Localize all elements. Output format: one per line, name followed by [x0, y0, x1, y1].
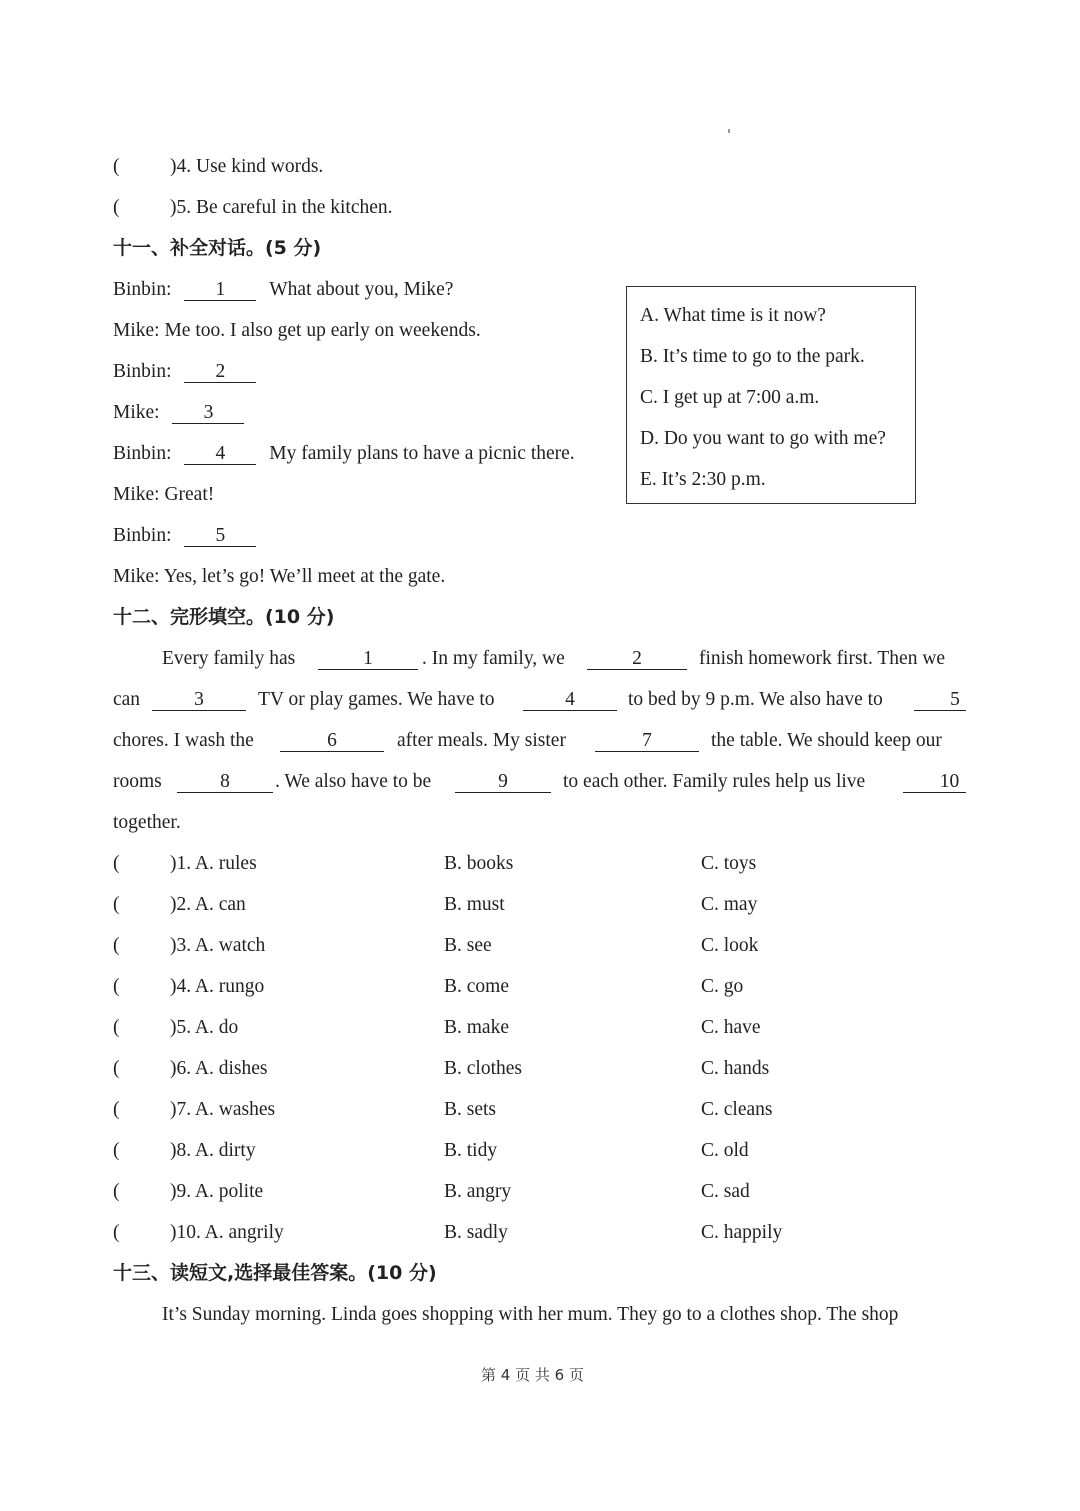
option-a: A. What time is it now? [640, 305, 826, 326]
question-row [113, 157, 120, 177]
passage-text: rooms [113, 771, 162, 792]
option-c: C. happily [701, 1222, 783, 1243]
answer-paren[interactable]: ( [113, 1181, 120, 1202]
dialogue-line-6: Mike: Great! [113, 484, 215, 505]
option-c: C. have [701, 1017, 761, 1038]
answer-paren[interactable]: ( [113, 1017, 120, 1038]
cloze-blank-7[interactable]: 7 [595, 731, 699, 752]
option-e: E. It’s 2:30 p.m. [640, 469, 766, 490]
option-c: C. may [701, 894, 758, 915]
dialogue-line-4: Mike: 3 [113, 403, 244, 424]
option-b: B. see [444, 935, 492, 956]
answer-paren[interactable]: ( [113, 976, 120, 997]
answer-paren[interactable]: ( [113, 1099, 120, 1120]
passage-text: after meals. My sister [397, 730, 566, 751]
option-c: C. old [701, 1140, 749, 1161]
passage-text: can [113, 689, 141, 710]
option-c: C. hands [701, 1058, 770, 1079]
option-c: C. look [701, 935, 759, 956]
blank-5[interactable]: 5 [184, 526, 256, 547]
option-a: )2. A. can [170, 894, 246, 915]
option-b: B. sadly [444, 1222, 508, 1243]
cloze-blank-8[interactable]: 8 [177, 772, 273, 793]
passage-text: the table. We should keep our [711, 730, 942, 751]
scan-speck [728, 129, 730, 133]
question-row [113, 198, 120, 218]
option-c: C. toys [701, 853, 757, 874]
cloze-blank-6[interactable]: 6 [280, 731, 384, 752]
option-b: B. sets [444, 1099, 497, 1120]
passage-text: . In my family, we [422, 648, 565, 669]
page-number: 第 4 页 共 6 页 [481, 1366, 584, 1384]
dialogue-line-5: Binbin: 4 My family plans to have a picnic there. [113, 443, 575, 464]
dialogue-line-8: Mike: Yes, let’s go! We’ll meet at the gate. [113, 566, 446, 587]
passage-text: TV or play games. We have to [258, 689, 495, 710]
cloze-blank-3[interactable]: 3 [152, 690, 246, 711]
cloze-blank-10[interactable]: 10 [903, 772, 966, 793]
option-b: B. books [444, 853, 514, 874]
option-b: B. angry [444, 1181, 512, 1202]
passage-text: Every family has [162, 648, 296, 669]
blank-1[interactable]: 1 [184, 280, 256, 301]
answer-paren: ( [113, 197, 120, 218]
cloze-blank-4[interactable]: 4 [523, 690, 617, 711]
option-a: )10. A. angrily [170, 1222, 284, 1243]
answer-paren[interactable]: ( [113, 1222, 120, 1243]
question-text: )4. Use kind words. [170, 156, 324, 177]
option-c: C. go [701, 976, 744, 997]
answer-paren[interactable]: ( [113, 894, 120, 915]
option-a: )1. A. rules [170, 853, 257, 874]
passage-text: together. [113, 812, 181, 833]
answer-paren[interactable]: ( [113, 935, 120, 956]
passage-text: to each other. Family rules help us live [563, 771, 866, 792]
option-a: )7. A. washes [170, 1099, 276, 1120]
cloze-blank-5[interactable]: 5 [914, 690, 966, 711]
option-c: C. cleans [701, 1099, 773, 1120]
option-b: B. It’s time to go to the park. [640, 346, 865, 367]
passage-text: to bed by 9 p.m. We also have to [628, 689, 883, 710]
passage-text: chores. I wash the [113, 730, 254, 751]
passage-text: . We also have to be [275, 771, 432, 792]
option-a: )3. A. watch [170, 935, 266, 956]
answer-paren[interactable]: ( [113, 1058, 120, 1079]
option-b: B. clothes [444, 1058, 522, 1079]
option-c: C. I get up at 7:00 a.m. [640, 387, 820, 408]
question-text: )5. Be careful in the kitchen. [170, 197, 393, 218]
option-a: )6. A. dishes [170, 1058, 268, 1079]
dialogue-line-1: Binbin: 1 What about you, Mike? [113, 279, 454, 300]
blank-2[interactable]: 2 [184, 362, 256, 383]
dialogue-line-7: Binbin: 5 [113, 526, 256, 547]
option-a: )8. A. dirty [170, 1140, 256, 1161]
option-b: B. must [444, 894, 505, 915]
section-13-title: 十三、读短文,选择最佳答案。(10 分) [113, 1262, 437, 1284]
passage-text: finish homework first. Then we [699, 648, 946, 669]
section-12-title: 十二、完形填空。(10 分) [113, 606, 335, 628]
answer-paren[interactable]: ( [113, 853, 120, 874]
option-b: B. tidy [444, 1140, 498, 1161]
option-b: B. make [444, 1017, 509, 1038]
answer-paren: ( [113, 156, 120, 177]
option-a: )5. A. do [170, 1017, 239, 1038]
option-a: )4. A. rungo [170, 976, 265, 997]
blank-3[interactable]: 3 [172, 403, 244, 424]
cloze-blank-2[interactable]: 2 [587, 649, 687, 670]
option-c: C. sad [701, 1181, 750, 1202]
section-11-title: 十一、补全对话。(5 分) [113, 237, 322, 259]
cloze-blank-1[interactable]: 1 [318, 649, 418, 670]
answer-paren[interactable]: ( [113, 1140, 120, 1161]
dialogue-line-3: Binbin: 2 [113, 362, 256, 383]
option-a: )9. A. polite [170, 1181, 264, 1202]
cloze-blank-9[interactable]: 9 [455, 772, 551, 793]
blank-4[interactable]: 4 [184, 444, 256, 465]
option-d: D. Do you want to go with me? [640, 428, 886, 449]
reading-passage-line: It’s Sunday morning. Linda goes shopping with her mum. They go to a clothes shop. The shop [162, 1305, 899, 1325]
option-b: B. come [444, 976, 509, 997]
dialogue-line-2: Mike: Me too. I also get up early on weekends. [113, 320, 481, 341]
